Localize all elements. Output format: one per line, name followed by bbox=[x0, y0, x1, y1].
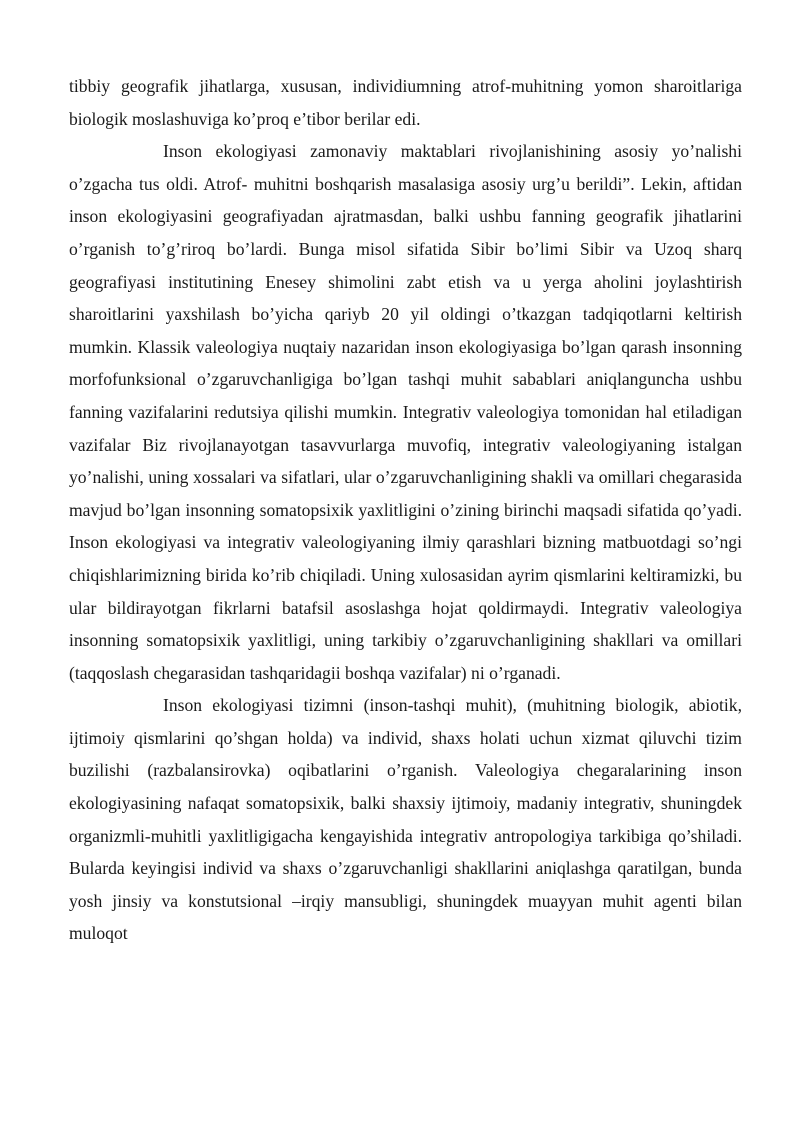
paragraph-human-ecology-system: Inson ekologiyasi tizimni (inson-tashqi muhit), (muhitning biologik, abiotik, ijtimoiy qismlarini qo’shgan holda) va individ, shaxs holati uchun xizmat qiluvchi tizim buzilishi (razbalansirovka) oqibatlarini o’rganish. Valeologiya chegaralarining inson ekologiyasining nafaqat somatopsixik, balki shaxsiy ijtimoiy, madaniy integrativ, shuningdek organizmli-muhitli yaxlitligigacha kengayishida integrativ antropologiya tarkibiga qo’shiladi. Bularda keyingisi individ va shaxs o’zgaruvchanligi shakllarini aniqlashga qaratilgan, bunda yosh jinsiy va konstutsional –irqiy mansubligi, shuningdek muayyan muhit agenti bilan muloqot bbox=[69, 695, 742, 944]
paragraph-human-ecology-schools: Inson ekologiyasi zamonaviy maktablari rivojlanishining asosiy yo’nalishi o’zgacha tus oldi. Atrof- muhitni boshqarish masalasiga asosiy urg’u berildi”. Lekin, aftidan inson ekologiyasini geografiyadan ajratmasdan, balki ushbu fanning geografik jihatlarini o’rganish to’g’riroq bo’lardi. Bunga misol sifatida Sibir bo’limi Sibir va Uzoq sharq geografiyasi institutining Enesey shimolini zabt etish va u yerga aholini joylashtirish sharoitlarini yaxshilash bo’yicha qariyb 20 yil oldingi o’tkazgan tadqiqotlarni keltirish mumkin. Klassik valeologiya nuqtaiy nazaridan inson ekologiyasiga bo’lgan qarash insonning morfofunksional o’zgaruvchanligiga bo’lgan tashqi muhit sabablari aniqlanguncha ushbu fanning vazifalarini redutsiya qilishi mumkin. Integrativ valeologiya tomonidan hal etiladigan vazifalar Biz rivojlanayotgan tasavvurlarga muvofiq, integrativ valeologiyaning istalgan yo’nalishi, uning xossalari va sifatlari, ular o’zgaruvchanligining shakli va omillari chegarasida mavjud bo’lgan insonning somatopsixik yaxlitligini o’zining birinchi maqsadi sifatida qo’yadi. Inson ekologiyasi va integrativ valeologiyaning ilmiy qarashlari bizning matbuotdagi so’ngi chiqishlarimizning birida ko’rib chiqiladi. Uning xulosasidan ayrim qismlarini keltiramizki, bu ular bildirayotgan fikrlarni batafsil asoslashga hojat qoldirmaydi. Integrativ valeologiya insonning somatopsixik yaxlitligi, uning tarkibiy o’zgaruvchanligining shakllari va omillari (taqqoslash chegarasidan tashqaridagii boshqa vazifalar) ni o’rganadi. bbox=[69, 141, 742, 683]
paragraph-continuation: tibbiy geografik jihatlarga, xususan, individiumning atrof-muhitning yomon sharoitlariga biologik moslashuviga ko’proq e’tibor berilar edi. bbox=[69, 76, 742, 129]
